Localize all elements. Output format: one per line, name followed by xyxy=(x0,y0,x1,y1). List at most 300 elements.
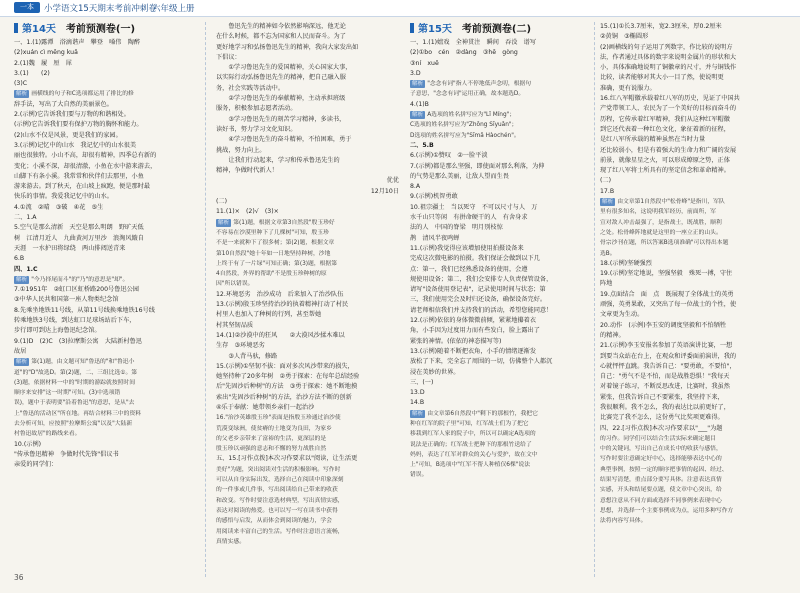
answer-line xyxy=(600,94,788,104)
answer-line xyxy=(216,73,399,83)
analysis-line xyxy=(216,424,399,434)
answer-line xyxy=(216,53,399,63)
answer-line xyxy=(410,141,588,151)
analysis-tag: 解析 xyxy=(16,91,28,98)
analysis-line xyxy=(216,249,399,259)
answer-line xyxy=(600,259,788,269)
line-text: 19.点面结合 面 点 既展现了全体战士的英勇 xyxy=(600,290,734,298)
answer-line xyxy=(600,22,788,32)
answer-line xyxy=(600,424,788,434)
answer-line xyxy=(14,316,197,326)
analysis-line xyxy=(410,89,588,99)
line-text: 务，社会实践等活动中。 xyxy=(216,84,285,92)
line-text: 紧张的神情。(依依的神态描写等) xyxy=(410,337,502,345)
line-text: 的感悟与启发，从而体会到阅读的魅力，学会 xyxy=(216,518,332,525)
section-title xyxy=(410,22,588,38)
line-text: 法的人 中国的脊梁 明月别枝惊 xyxy=(410,224,503,232)
answer-line xyxy=(14,59,197,69)
answer-line xyxy=(410,234,588,244)
line-text: 美好"为题，突出阅读对生活的积极影响。写作时 xyxy=(216,466,341,473)
answer-line xyxy=(410,38,588,48)
answer-line xyxy=(14,100,197,110)
line-text: 5.空气是那么清新 天空是那么明朗 野旷天低 xyxy=(14,224,144,232)
line-text: 一、1.(1)露潭 浴滴谐声 攀登 嗓伟 陶醉 xyxy=(14,39,141,46)
answer-line xyxy=(14,460,197,470)
answer-line xyxy=(600,290,788,300)
line-text: 一、1.(1)嬉戏 全神贯注 瞬间 吞没 谱写 xyxy=(410,39,537,46)
answer-line xyxy=(14,192,197,202)
answer-line xyxy=(600,53,788,63)
line-text: 子意思，"念念有词"运用正确，故本题选D。 xyxy=(410,91,525,98)
answer-line xyxy=(410,398,588,408)
answer-line xyxy=(14,162,197,172)
analysis-line xyxy=(600,516,788,526)
answer-line xyxy=(600,146,788,156)
line-text: 8.A xyxy=(410,183,421,191)
analysis-line xyxy=(216,238,399,248)
line-text: (二) xyxy=(600,177,612,185)
column-divider xyxy=(594,22,595,577)
line-text: 对着镜子练习，不断反思改进，比赛时，我虽然 xyxy=(600,383,730,391)
line-text: 心就怦怦直跳。我告诉自己："要勇敢，不要怕"， xyxy=(600,362,736,370)
test-name: 考前预测卷(二) xyxy=(461,24,532,35)
line-text: 自己："勇气不是不怕，而是战胜恐惧！"我每天 xyxy=(600,373,730,381)
answer-line xyxy=(216,187,399,197)
title-bar xyxy=(410,23,414,33)
answer-line xyxy=(600,372,788,382)
line-text: 在什么时候，都不忘为国家和人民而奋斗。为了 xyxy=(216,33,346,41)
analysis-line xyxy=(216,465,399,475)
line-text: 故居 xyxy=(14,347,27,355)
analysis-line xyxy=(14,409,197,419)
answer-line xyxy=(216,372,399,382)
column-4 xyxy=(600,22,788,527)
answer-line xyxy=(600,156,788,166)
answer-line xyxy=(410,275,588,285)
section-title xyxy=(14,22,197,38)
line-text: 的精神。 xyxy=(600,331,625,339)
analysis-line xyxy=(216,485,399,495)
answer-line xyxy=(216,156,399,166)
answer-line xyxy=(410,368,588,378)
answer-line xyxy=(14,203,197,213)
line-text: 里有很多知名，这说明我军经历，前面所，军 xyxy=(600,209,716,216)
line-text: 道"的"D"故选D。第(2)题，二、三组比选①。第 xyxy=(14,369,138,376)
answer-line xyxy=(600,166,788,176)
line-text: 选B。 xyxy=(600,250,616,257)
line-text: 19.(示例)坚定地说，坚强坚毅 殊死一搏，守住 xyxy=(600,270,733,278)
line-text: 天涯 一水护田将绿绕 两山排闼送青来 xyxy=(14,244,126,252)
line-text: ②黄铜 ③椭圆形 xyxy=(600,33,649,41)
analysis-tag: 解析 xyxy=(602,199,614,206)
line-text: 不容易在沙漠里种下了几棵树"可知，殷玉珍 xyxy=(216,229,329,236)
day-label: 第15天 xyxy=(418,24,452,35)
line-text: 山脚下有条小溪。我常常和伙伴们去那里，小鱼 xyxy=(14,172,144,180)
line-text: 前景，就像星星之火，可以形成燎原之势，正体 xyxy=(600,156,730,164)
answer-line xyxy=(410,285,588,295)
line-text: 优优 xyxy=(386,177,399,185)
line-text: 上"鲁迅的活动区"所在地。再结合材料三中的资料 xyxy=(14,410,142,417)
answer-line xyxy=(600,403,788,413)
line-text: 五、15.[习作点拨]本次习作要求以"阅读，让生活更 xyxy=(216,455,358,463)
line-text: 21.(示例)李玉安报名参加了英语演讲比赛，一想 xyxy=(600,342,733,350)
line-text: 9.(示例)机智勇敢 xyxy=(410,193,458,201)
answer-line xyxy=(216,352,399,362)
answer-line xyxy=(14,450,197,460)
series-title: 小学语文15天期末考前冲刺卷 xyxy=(44,4,157,14)
line-text: 以实际行动弘扬鲁迅先生的精神，把自己融入服 xyxy=(216,74,346,82)
line-text: 9.(1)D (2)C (3)拉摩斯公寓 大陆新村鲁迅 xyxy=(14,337,142,345)
line-text: 表达对阅读的热爱。也可以写一写在读书中获得 xyxy=(216,507,338,514)
line-text: 15.(1)①长3.7厘米，宽2.3厘米，厚0.2厘米 xyxy=(600,23,722,30)
line-text: 历程，它传承着红军精神，我们从这种红军帽徽 xyxy=(600,115,730,123)
answer-line xyxy=(216,382,399,392)
answer-line xyxy=(216,43,399,53)
answer-line xyxy=(216,321,399,331)
analysis-line xyxy=(410,450,588,460)
line-text: 14.(1)②沙漠中的狂风 ②大漠风沙揉木难以 xyxy=(216,331,345,339)
line-text: 三、(一) xyxy=(410,378,434,386)
line-text: (2)山水不仅是风景，更是我们的家园。 xyxy=(14,131,122,139)
answer-line xyxy=(600,73,788,83)
answer-line xyxy=(600,310,788,320)
line-text: 错误。 xyxy=(410,472,428,479)
day-label: 第14天 xyxy=(22,24,56,35)
answer-line xyxy=(410,192,588,202)
analysis-line xyxy=(216,434,399,444)
answer-line xyxy=(216,300,399,310)
line-text: 13.(示例)随着不断把衣角，小手的情绪逐渐发 xyxy=(410,347,537,355)
analysis-line xyxy=(216,259,399,269)
line-text: 顽强，英勇果敢，又突出了每一位战士的个性，使 xyxy=(600,301,737,309)
line-text: 12.(示例)依依的身体微微前倾，紧紧地攥着衣 xyxy=(410,317,537,325)
analysis-line xyxy=(600,228,788,238)
line-text: 精神，争做时代新人！ xyxy=(216,167,278,175)
analysis-line xyxy=(216,444,399,454)
answer-line xyxy=(410,306,588,316)
answer-line xyxy=(600,32,788,42)
answer-line xyxy=(600,321,788,331)
answer-line xyxy=(14,79,197,89)
answer-line xyxy=(410,357,588,367)
line-text: "今乃择尾而斗"的"乃"的意思是"却"。 xyxy=(31,276,129,283)
line-text: 上终于有了一片绿"可知正确；第(3)题，根据第 xyxy=(216,260,338,267)
answer-line xyxy=(14,244,197,254)
line-text: ①学习鲁迅先生的爱国精神，关心国家大事， xyxy=(216,64,352,72)
answer-line xyxy=(600,269,788,279)
analysis-line xyxy=(216,496,399,506)
line-text: 四、22.[习作点拨]本次习作要求以"___"为题 xyxy=(600,424,723,432)
answer-line xyxy=(600,341,788,351)
line-text: 真情实感。 xyxy=(216,538,245,545)
line-text: 种在红军的院子里"可知，红军战士们为了把它 xyxy=(410,420,529,427)
line-text: 规使用设备；第二，我们会安排专人负责保管设备， xyxy=(410,275,553,283)
line-text: "传承鲁迅精神 争做时代先锋"倡议书 xyxy=(14,450,119,458)
analysis-line xyxy=(600,434,788,444)
answer-line xyxy=(410,337,588,347)
answer-line xyxy=(600,362,788,372)
line-text: 之处。松骨峰阵地就是这里的一座立正的山头。 xyxy=(600,229,722,236)
line-text: 可以从自身实际出发，选择自己在阅读中印象深刻 xyxy=(216,477,344,484)
line-text: 鲁迅先生的精神如今依然影响深远，他无论 xyxy=(216,23,346,30)
line-text: 挑战，努力向上。 xyxy=(216,146,266,154)
answer-line xyxy=(600,104,788,114)
line-text: 典型事例，按照一定的顺序把事情的起因、经过、 xyxy=(600,466,728,473)
analysis-line xyxy=(600,454,788,464)
analysis-line xyxy=(216,537,399,547)
answer-line xyxy=(410,378,588,388)
answer-line xyxy=(216,146,399,156)
answer-line xyxy=(600,393,788,403)
line-text: 下倡议： xyxy=(216,53,241,61)
analysis-line xyxy=(14,357,197,367)
answer-line xyxy=(14,223,197,233)
line-text: 生存 ③环境恶劣 xyxy=(216,342,265,350)
line-text: 变化；小溪不深，却很清澈，小鱼在水中游来游去， xyxy=(14,162,157,170)
answer-line xyxy=(216,310,399,320)
line-text: 画横线的句子和C选项都运用了排比的修 xyxy=(31,91,134,98)
answer-line xyxy=(14,120,197,130)
answer-line xyxy=(600,300,788,310)
line-text: 的一件事或几件事，写出阅读给自己带来的收获 xyxy=(216,487,338,494)
line-text: 15.(示例)①坚韧不拔：面对多次风沙带来的损失， xyxy=(216,362,354,370)
line-text: 准确，更有说服力。 xyxy=(600,84,656,92)
answer-line xyxy=(216,84,399,94)
line-text: 4自然段，外界的帮助"不是殷玉珍种树的原 xyxy=(216,271,327,278)
line-text: 写作时要注意确定好中心，选择能够表达中心的 xyxy=(600,456,722,463)
column-1 xyxy=(14,22,197,470)
analysis-line xyxy=(216,413,399,423)
answer-line xyxy=(14,347,197,357)
line-text: (3)C xyxy=(14,80,28,88)
line-text: 误)，题中于表明要"沿着鲁迅"的意思，是从"去 xyxy=(14,400,135,407)
line-text: 辞手法，写出了大自然的美丽景色。 xyxy=(14,100,113,108)
analysis-line xyxy=(14,398,197,408)
analysis-line xyxy=(410,429,588,439)
answer-line xyxy=(14,285,197,295)
line-text: 鹊 清风半夜鸣蝉 xyxy=(410,234,460,242)
analysis-line xyxy=(410,440,588,450)
answer-line xyxy=(600,63,788,73)
answer-line xyxy=(410,244,588,254)
line-text: 上"可知，B选项中"红军不帮人种植仅6棵"说法 xyxy=(410,462,531,469)
line-text: 现了红八军将士所具有的坚定信念和革命精神。 xyxy=(600,167,730,175)
analysis-line xyxy=(410,409,588,419)
analysis-line xyxy=(600,218,788,228)
line-text: ③人背马驮，修路 xyxy=(216,352,278,360)
line-text: 2.(1)魏 履 厘 犀 xyxy=(14,59,72,67)
line-text: 树 江清月近人 九曲黄河万里沙 浪淘风簸自 xyxy=(14,234,144,242)
answer-line xyxy=(410,203,588,213)
answer-line xyxy=(600,382,788,392)
line-text: 不是一来就种下了很多树；第(2)题，根据文章 xyxy=(216,240,335,247)
line-text: 16.红八军帽徽承载着红八军的历史，见证了中国共 xyxy=(600,95,740,103)
line-text: 文章更为生动。 xyxy=(600,311,644,319)
line-text: 放松了下来，完全忘了周围的一切，仿佛整个人都沉 xyxy=(410,358,553,366)
answer-line xyxy=(14,306,197,316)
line-text: 村里人也加入了种树的行列，甚至帮她 xyxy=(216,311,322,319)
line-text: 完成这次微电影的拍摄。我们保证会做到以下几 xyxy=(410,255,540,263)
analysis-line xyxy=(14,419,197,429)
analysis-line xyxy=(216,516,399,526)
answer-line xyxy=(216,125,399,135)
line-text: 妈妈，表达了红军对群众的关心与爱护，故在文中 xyxy=(410,451,538,458)
answer-line xyxy=(14,234,197,244)
answer-line xyxy=(216,22,399,32)
title-bar xyxy=(14,23,18,33)
line-text: 宣对敌人冲击最强了，是指战士，既战胜，顺利 xyxy=(600,219,722,226)
line-text: 第10自然段"她十年如一日地坚持种树，沙地 xyxy=(216,250,331,257)
line-text: 小，具体准确地说明了铜徽章的尺寸，并与铜钱作 xyxy=(600,64,737,72)
answer-line xyxy=(410,69,588,79)
line-text: 请老师相信我们并支持我们的活动，希望您能同意！ xyxy=(410,306,553,314)
line-text: 阵地 xyxy=(600,280,613,288)
line-text: 和改变。写作时要注意选材典型，写出真情实感， xyxy=(216,497,344,504)
line-text: 第(1)题，根据文章第3自然段"殷玉珍好 xyxy=(233,219,335,226)
line-text: 13.(示例)殷玉珍坚持治沙的执着精神打动了村民 xyxy=(216,301,349,309)
line-text: 比较，读者能够对其大小一目了然，使说明更 xyxy=(600,74,724,82)
analysis-line xyxy=(600,485,788,495)
answer-line xyxy=(14,141,197,151)
line-text: ③学习鲁迅先生的刻苦学习精神，多读书， xyxy=(216,115,346,123)
line-text: 荒漠变绿洲，使贫瘠的土地变为良田，为家乡 xyxy=(216,425,332,432)
answer-line xyxy=(600,187,788,197)
line-text: 12.环境恶劣 治沙成功 后来加入了治沙队伍 xyxy=(216,290,344,298)
line-text: 后"先固沙后种树"的方法 ③勇于探索：她不断地摸 xyxy=(216,383,358,391)
answer-line xyxy=(216,393,399,403)
analysis-line xyxy=(600,249,788,259)
answer-line xyxy=(216,207,399,217)
line-text: 比赛完了我不怎么，这份勇气比奖项更难得。 xyxy=(600,414,724,422)
answer-line xyxy=(216,341,399,351)
answer-line xyxy=(14,265,197,275)
answer-line xyxy=(410,316,588,326)
answer-line xyxy=(14,38,197,48)
line-text: 村鲁迅故居"的路线来看。 xyxy=(14,431,81,438)
analysis-line xyxy=(600,238,788,248)
line-text: 10.祖宗疆土 当以死守 不可以尺寸与人 万 xyxy=(410,203,538,211)
line-text: 移栽到红军人家的院子中，所以可以确定A选项的 xyxy=(410,431,536,438)
analysis-line xyxy=(14,89,197,99)
line-text: (二) xyxy=(216,198,228,206)
line-text: 17.B xyxy=(600,187,615,195)
analysis-line xyxy=(410,120,588,130)
analysis-line xyxy=(600,207,788,217)
line-text: 我很顺利。我不怎么，我的表达比以前更好了， xyxy=(600,403,730,411)
page-number: 36 xyxy=(14,573,24,582)
analysis-line xyxy=(410,110,588,120)
line-text: ④学习鲁迅先生的奋斗精神，不怕困难，勇于 xyxy=(216,136,352,144)
line-text: 11.(示例)我觉得应该增加使用拍摄设备来 xyxy=(410,244,524,252)
answer-line xyxy=(410,388,588,398)
answer-line xyxy=(410,254,588,264)
line-text: 她坚持种了20多年树 ②勇于探索：在每年总结经验 xyxy=(216,373,360,381)
line-text: 三，我们使用完会及时归还设备，确保设备完好。 xyxy=(410,296,547,304)
column-3 xyxy=(410,22,588,481)
analysis-line xyxy=(410,419,588,429)
analysis-line xyxy=(14,378,197,388)
line-text: 的父老乡亲带来了富裕的生活，更深层的是 xyxy=(216,435,327,442)
line-text: 3.(示例)记忆中的山水 我记忆中的山水很美 xyxy=(14,141,137,149)
answer-line xyxy=(600,352,788,362)
analysis-line xyxy=(410,131,588,141)
line-text: C选项的姓名拼写应为"Zhōng Sīyuǎn"； xyxy=(410,122,518,129)
line-text: 6.(示例)①赞叹 ②一脸平淡 xyxy=(410,152,488,160)
analysis-line xyxy=(14,429,197,439)
series-logo: 一本 xyxy=(14,2,40,13)
line-text: (2)画横线的句子运用了列数字，作比较的说明方 xyxy=(600,43,733,51)
answer-line xyxy=(410,59,588,69)
answer-line xyxy=(216,290,399,300)
answer-line xyxy=(410,295,588,305)
line-text: 步行即可到达上海鲁迅纪念馆。 xyxy=(14,327,101,335)
line-text: 法将内容写具体。 xyxy=(600,518,647,525)
answer-line xyxy=(216,135,399,145)
line-text: 16."治沙英雄殷玉珍"表面是指殷玉珍通过治沙使 xyxy=(216,415,341,422)
line-text: 水千山只等闲 有拼命硬干的人 有舍身求 xyxy=(410,214,528,222)
line-text: 由文章第6自然段中"剩下的那根竹，我把它 xyxy=(427,410,538,417)
line-text: 14.B xyxy=(410,399,425,407)
line-text: 二、5.B xyxy=(410,141,434,149)
analysis-line xyxy=(600,475,788,485)
page-header xyxy=(0,0,800,17)
line-text: 12月10日 xyxy=(370,187,399,195)
answer-line xyxy=(600,279,788,289)
line-text: 骨宗沙刊在题，所以答案B选项准确"可以得出本题 xyxy=(600,240,729,247)
answer-line xyxy=(600,43,788,53)
line-text: 更好地学习和弘扬鲁迅先生的精神，我向大家发出如 xyxy=(216,43,359,51)
answer-line xyxy=(410,172,588,182)
line-text: 7.①1951年 ②虹口区虹桥路200号鲁迅公园 xyxy=(14,286,139,294)
column-2 xyxy=(216,22,399,547)
analysis-line xyxy=(600,444,788,454)
line-text: 20.动作 (示例)李玉安的调度坚毅和不怕牺牲 xyxy=(600,321,727,329)
answer-line xyxy=(410,265,588,275)
line-text: 转乘地铁3号线，到达虹口足球场站后下车， xyxy=(14,317,136,325)
answer-line xyxy=(600,135,788,145)
line-text: 殷玉珍以顽强的意志和不懈的努力战胜自然 xyxy=(216,446,327,453)
answer-line xyxy=(14,131,197,141)
analysis-line xyxy=(410,470,588,480)
analysis-tag: 解析 xyxy=(218,219,230,226)
answer-line xyxy=(410,151,588,161)
answer-line xyxy=(216,454,399,464)
answer-line xyxy=(410,48,588,58)
line-text: 因"所以错误。 xyxy=(216,281,254,288)
line-text: (2)①bo cén ②dàng ③hē gòng xyxy=(410,49,518,57)
line-text: 村其坚韧品质 xyxy=(216,321,254,329)
line-text: 11.(1)× (2)√ (3)× xyxy=(216,208,279,216)
line-text: 实感，开头和结尾要点题，使文章中心突出，给 xyxy=(600,487,722,494)
analysis-line xyxy=(410,460,588,470)
line-text: 3.(1) (2) xyxy=(14,69,50,77)
line-text: 3.D xyxy=(410,69,421,77)
analysis-tag: 解析 xyxy=(16,276,28,283)
analysis-line xyxy=(216,269,399,279)
line-text: ④乐于奉献：她带领乡亲们一起治沙 xyxy=(216,403,315,411)
line-text: ③ní xuē xyxy=(410,59,439,67)
line-text: 去分析可知，应按照"拉摩斯公寓"以及"大陆新 xyxy=(14,420,133,427)
line-text: 是红八军所承载的精神虽然在当时力量 xyxy=(600,136,706,144)
answer-line xyxy=(14,295,197,305)
analysis-line xyxy=(216,475,399,485)
answer-line xyxy=(216,94,399,104)
line-text: 2.(示例)它告诉我们要与万物的和谐相处。 xyxy=(14,111,130,119)
line-text: 4.(1)B xyxy=(410,100,429,108)
line-text: ②学习鲁迅先生的奉献精神，主动承担班级 xyxy=(216,95,346,103)
line-text: ③中华人民共和国第一座人物类纪念馆 xyxy=(14,296,119,304)
analysis-tag: 解析 xyxy=(412,81,424,88)
